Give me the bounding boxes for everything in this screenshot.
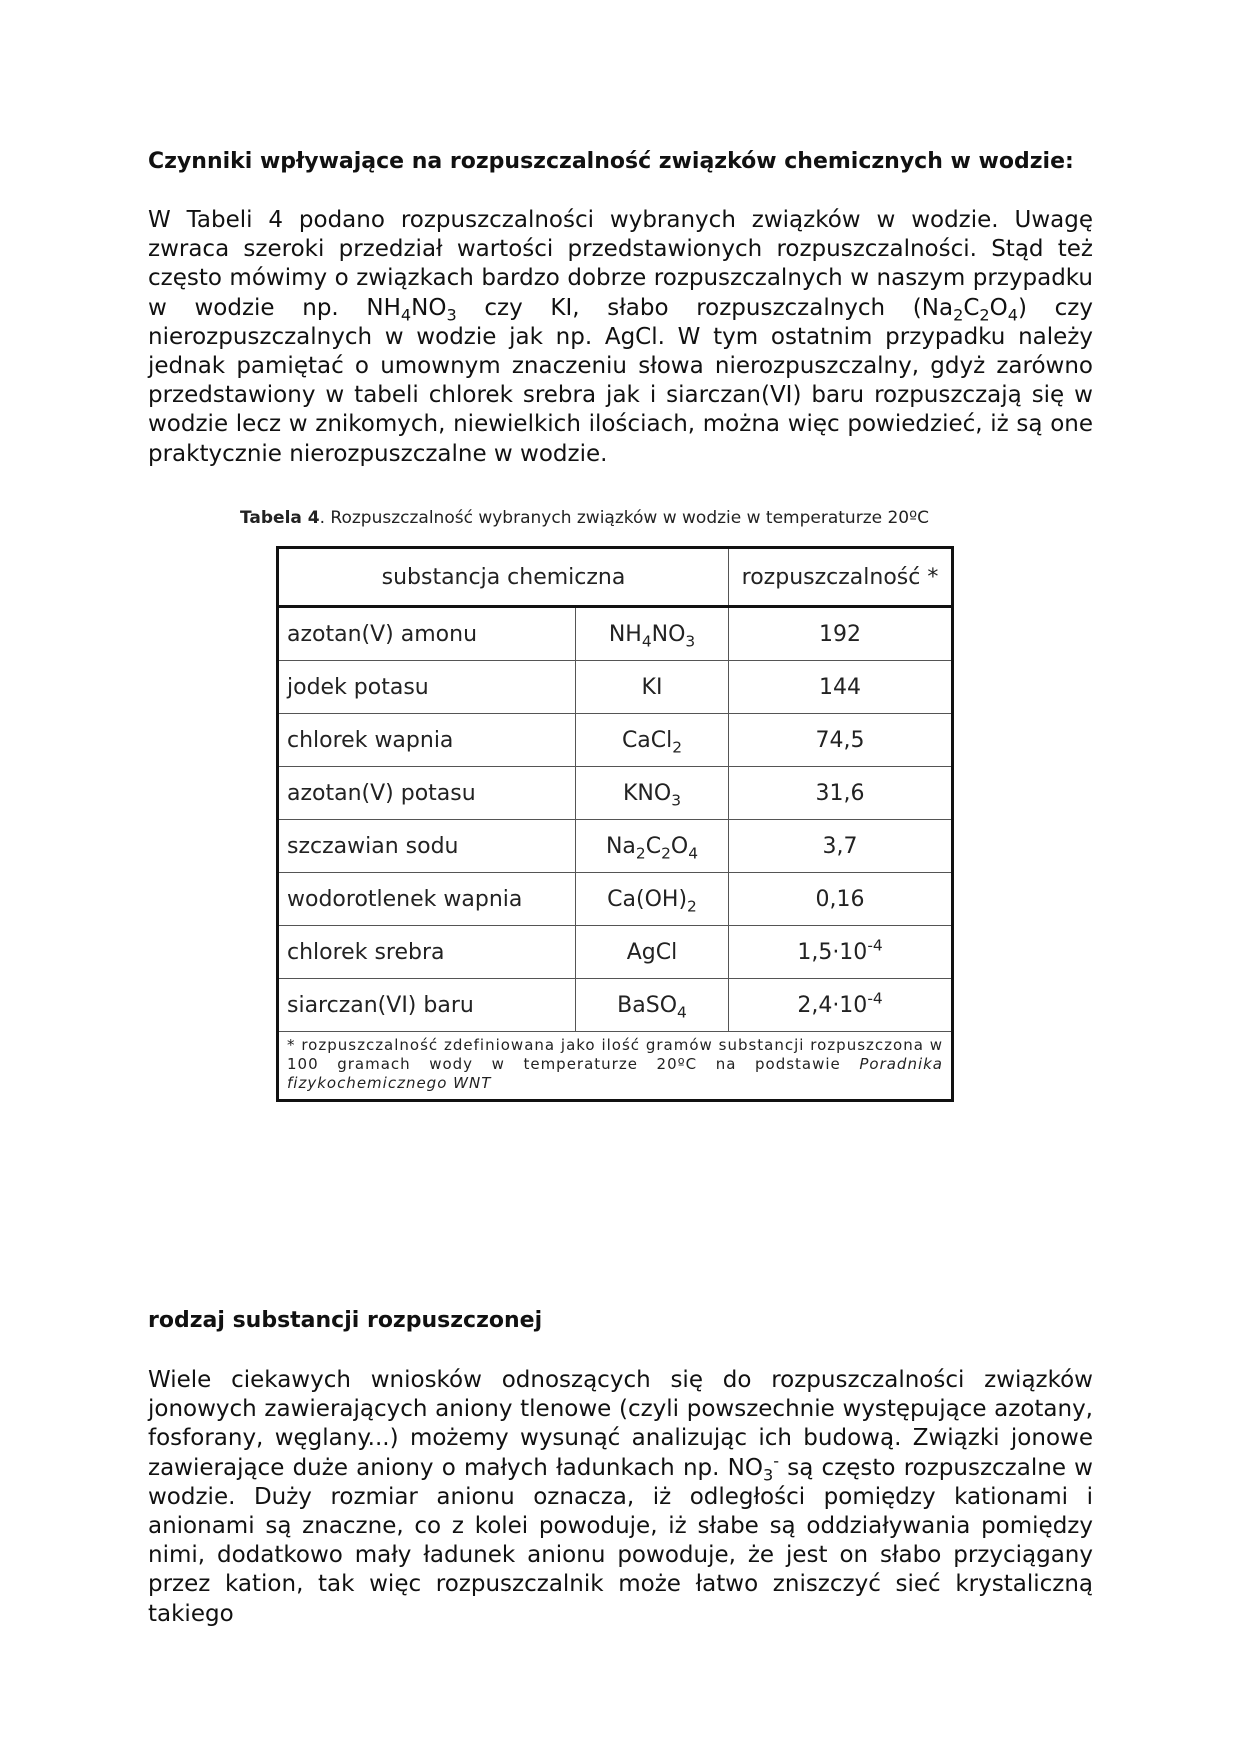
table-row bbox=[278, 820, 953, 873]
paragraph-solute-type: Wiele ciekawych wniosków odnoszących się do rozpuszczalności związków jonowych zawierających aniony tlenowe (czyli powszechnie występujące azotany, fosforany, węglany...) możemy wysunąć analizując ich budową. Związki jonowe zawierające duże aniony o małych ładunkach np. $NO_3^-$ są często rozpuszczalne w wodzie. Duży rozmiar anionu oznacza, iż odległości pomiędzy kationami i anionami są znaczne, co z kolei powoduje, iż słabe są oddziaływania pomiędzy nimi, dodatkowo mały ładunek anionu powoduje, że jest on słabo przyciągany przez kation, tak więc rozpuszczalnik może łatwo zniszczyć sieć krystaliczną takiego bbox=[148, 1367, 1093, 1627]
solubility-value: 3,7 bbox=[729, 820, 953, 873]
solubility-value: 74,5 bbox=[729, 714, 953, 767]
substance-name: chlorek wapnia bbox=[278, 714, 576, 767]
chemical-formula: AgCl bbox=[576, 926, 729, 979]
substance-name: szczawian sodu bbox=[278, 820, 576, 873]
substance-name: azotan(V) amonu bbox=[278, 607, 576, 661]
table-row bbox=[278, 714, 953, 767]
solubility-value: 31,6 bbox=[729, 767, 953, 820]
header-solubility: rozpuszczalność * bbox=[729, 548, 953, 607]
solubility-table bbox=[276, 546, 954, 1102]
formula-nh4no3: $NH_4NO_3$ bbox=[366, 294, 457, 325]
chemical-formula: $Ca(OH)_2$ bbox=[576, 873, 729, 926]
solubility-value: $1,5\cdot 10^{-4}$ bbox=[729, 926, 953, 979]
table-row bbox=[278, 926, 953, 979]
chemical-formula: $Na_2C_2O_4$ bbox=[576, 820, 729, 873]
solubility-value: 144 bbox=[729, 661, 953, 714]
paragraph-intro: W Tabeli 4 podano rozpuszczalności wybranych związków w wodzie. Uwagę zwraca szeroki przedział wartości przedstawionych rozpuszczalności. Stąd też często mówimy o związkach bardzo dobrze rozpuszczalnych w naszym przypadku w wodzie np. $NH_4NO_3$ czy KI, słabo rozpuszczalnych $(Na_2C_2O_4)$ czy nierozpuszczalnych w wodzie jak np. AgCl. W tym ostatnim przypadku należy jednak pamiętać o umownym znaczeniu słowa nierozpuszczalny, gdyż zarówno przedstawiony w tabeli chlorek srebra jak i siarczan(VI) baru rozpuszczają się w wodzie lecz w znikomych, niewielkich ilościach, można więc powiedzieć, iż są one praktycznie nierozpuszczalne w wodzie. bbox=[148, 207, 1093, 467]
substance-name: chlorek srebra bbox=[278, 926, 576, 979]
chemical-formula: $KNO_3$ bbox=[576, 767, 729, 820]
header-substance: substancja chemiczna bbox=[278, 548, 729, 607]
table-caption: Tabela 4. Rozpuszczalność wybranych związków w wodzie w temperaturze 20ºC bbox=[240, 508, 929, 528]
chemical-formula: CaCl$_2$ bbox=[576, 714, 729, 767]
section-heading-solute-type: rodzaj substancji rozpuszczonej bbox=[148, 1308, 543, 1333]
section-heading-factors: Czynniki wpływające na rozpuszczalność związków chemicznych w wodzie: bbox=[148, 149, 1074, 174]
table-row bbox=[278, 767, 953, 820]
substance-name: siarczan(VI) baru bbox=[278, 979, 576, 1032]
table-row bbox=[278, 607, 953, 661]
formula-no3-anion: $NO_3^-$ bbox=[727, 1450, 780, 1485]
chemical-formula: KI bbox=[576, 661, 729, 714]
table-row bbox=[278, 979, 953, 1032]
substance-name: wodorotlenek wapnia bbox=[278, 873, 576, 926]
chemical-formula: BaSO$_4$ bbox=[576, 979, 729, 1032]
table-row bbox=[278, 661, 953, 714]
substance-name: azotan(V) potasu bbox=[278, 767, 576, 820]
chemical-formula: $NH_4NO_3$ bbox=[576, 607, 729, 661]
solubility-value: $2,4\cdot 10^{-4}$ bbox=[729, 979, 953, 1032]
substance-name: jodek potasu bbox=[278, 661, 576, 714]
solubility-value: 0,16 bbox=[729, 873, 953, 926]
table-footnote: * rozpuszczalność zdefiniowana jako ilość gramów substancji rozpuszczona w 100 gramach wody w temperaturze 20ºC na podstawie Poradnika fizykochemicznego WNT bbox=[278, 1032, 953, 1101]
formula-na2c2o4: $Na_2C_2O_4$ bbox=[921, 294, 1019, 325]
table-row bbox=[278, 873, 953, 926]
solubility-value: 192 bbox=[729, 607, 953, 661]
